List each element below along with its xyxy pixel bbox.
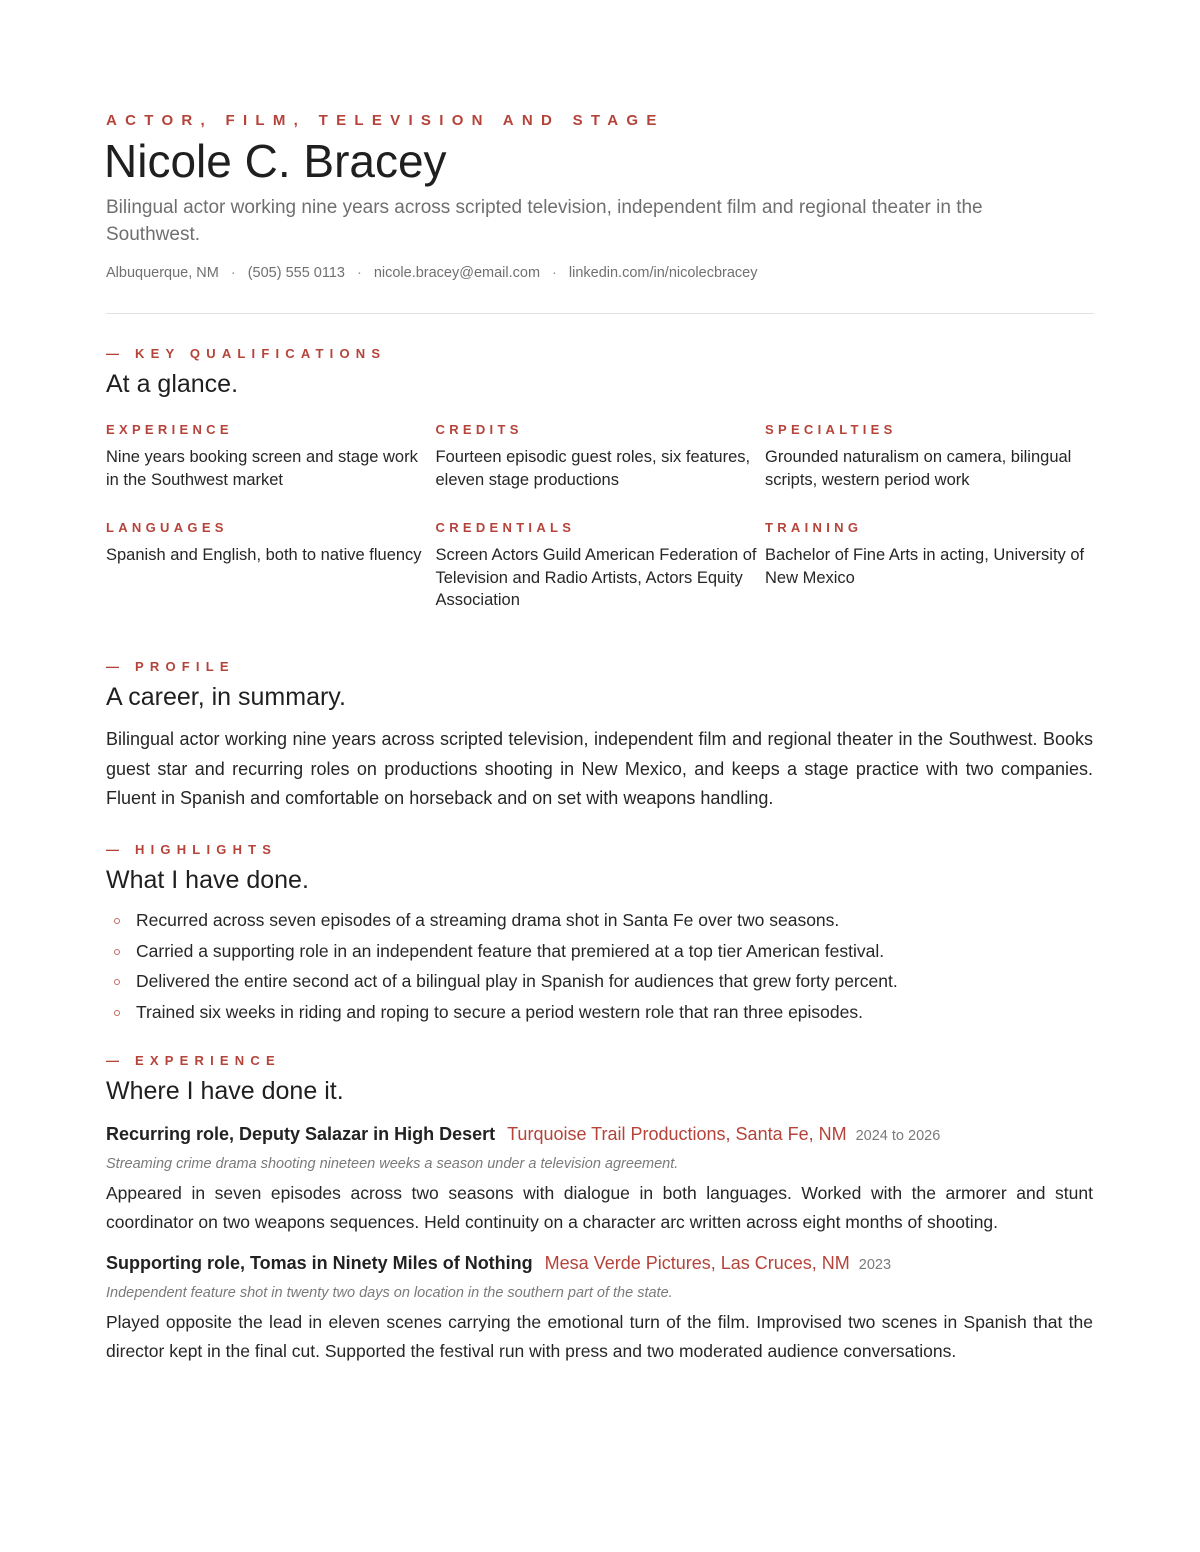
experience-section-title: Where I have done it. bbox=[106, 1077, 344, 1105]
candidate-name: Nicole C. Bracey bbox=[104, 135, 447, 187]
highlights-section-label: — HIGHLIGHTS bbox=[106, 842, 278, 857]
qualification-value: Nine years booking screen and stage work in the Southwest market bbox=[106, 448, 418, 489]
job-dates: 2024 to 2026 bbox=[855, 1128, 941, 1144]
qualification-value: Fourteen episodic guest roles, six features, eleven stage productions bbox=[435, 448, 751, 489]
qualification-value: Spanish and English, both to native fluency bbox=[106, 546, 422, 564]
circle-bullet-icon bbox=[114, 949, 120, 955]
list-item bbox=[106, 936, 898, 967]
contact-email: nicole.bracey@email.com bbox=[373, 265, 541, 281]
highlight-text: Delivered the entire second act of a bilingual play in Spanish for audiences that grew forty percent. bbox=[136, 971, 898, 991]
experience-entry-heading bbox=[106, 1122, 1093, 1148]
list-item bbox=[106, 966, 898, 997]
highlight-text: Carried a supporting role in an independent feature that premiered at a top tier American festival. bbox=[136, 940, 885, 961]
experience-entry-heading bbox=[106, 1251, 1093, 1277]
qualifications-grid bbox=[106, 420, 1096, 616]
contact-location: Albuquerque, NM bbox=[106, 265, 219, 281]
qualification-label: CREDENTIALS bbox=[435, 520, 576, 535]
list-item bbox=[106, 905, 898, 936]
highlights-section-title: What I have done. bbox=[106, 866, 309, 894]
profile-summary: Bilingual actor working nine years across scripted television, independent film and regional theater in the Southwest. Books guest star and recurring roles on productions shooting in New Mexico, and keeps a stage practice with two companies. Fluent in Spanish and comfortable on horseback and on set with weapons handling. bbox=[106, 729, 1093, 809]
header-divider bbox=[106, 313, 1094, 314]
highlight-text: Trained six weeks in riding and roping to secure a period western role that ran three episodes. bbox=[136, 1001, 863, 1022]
contact-separator: · bbox=[230, 265, 236, 281]
job-note: Independent feature shot in twenty two days on location in the southern part of the state. bbox=[106, 1285, 673, 1301]
qualification-label: TRAINING bbox=[765, 520, 863, 535]
job-title: Recurring role, Deputy Salazar in High Desert bbox=[106, 1124, 496, 1144]
qualification-item bbox=[765, 420, 1095, 518]
experience-entry bbox=[106, 1122, 1093, 1236]
qualification-value: Screen Actors Guild American Federation of Television and Radio Artists, Actors Equity Association bbox=[435, 546, 757, 609]
contact-separator: · bbox=[552, 265, 557, 281]
qualifications-section-title: At a glance. bbox=[106, 370, 239, 398]
qualification-value: Grounded naturalism on camera, bilingual scripts, western period work bbox=[765, 448, 1072, 489]
circle-bullet-icon bbox=[114, 918, 120, 924]
job-dates: 2023 bbox=[858, 1257, 892, 1273]
job-description: Appeared in seven episodes across two seasons with dialogue in both languages. Worked with the armorer and stunt coordinator on two weapons sequences. Held continuity on a character arc written across eight months of shooting. bbox=[106, 1183, 1093, 1232]
qualification-label: EXPERIENCE bbox=[106, 422, 233, 437]
header-eyebrow: ACTOR, FILM, TELEVISION AND STAGE bbox=[106, 112, 665, 129]
qualification-item bbox=[436, 420, 766, 518]
qualification-label: CREDITS bbox=[435, 422, 523, 437]
highlight-text: Recurred across seven episodes of a streaming drama shot in Santa Fe over two seasons. bbox=[136, 910, 840, 930]
qualification-item bbox=[765, 518, 1095, 616]
contact-linkedin: linkedin.com/in/nicolecbracey bbox=[568, 265, 758, 281]
job-note: Streaming crime drama shooting nineteen weeks a season under a television agreement. bbox=[106, 1156, 679, 1172]
qualification-item bbox=[106, 420, 436, 518]
qualification-item bbox=[436, 518, 766, 616]
job-title: Supporting role, Tomas in Ninety Miles of Nothing bbox=[106, 1253, 533, 1273]
header-tagline: Bilingual actor working nine years across scripted television, independent film and regional theater in the Southwest. bbox=[106, 197, 983, 245]
highlights-list bbox=[106, 905, 898, 1027]
circle-bullet-icon bbox=[114, 979, 120, 985]
contact-line bbox=[106, 265, 757, 281]
experience-entry bbox=[106, 1251, 1093, 1365]
qualification-label: SPECIALTIES bbox=[765, 422, 897, 437]
profile-section-title: A career, in summary. bbox=[106, 683, 346, 711]
job-organization: Mesa Verde Pictures, Las Cruces, NM bbox=[544, 1253, 850, 1273]
contact-separator: · bbox=[356, 265, 362, 281]
circle-bullet-icon bbox=[114, 1010, 120, 1016]
qualification-item bbox=[106, 518, 436, 616]
qualification-value: Bachelor of Fine Arts in acting, University of New Mexico bbox=[765, 546, 1085, 587]
job-organization: Turquoise Trail Productions, Santa Fe, NM bbox=[507, 1124, 847, 1144]
contact-phone: (505) 555 0113 bbox=[247, 265, 345, 281]
qualifications-section-label: — KEY QUALIFICATIONS bbox=[106, 346, 387, 361]
job-description: Played opposite the lead in eleven scenes carrying the emotional turn of the film. Improvised two scenes in Spanish that the director kept in the final cut. Supported the festival run with press and two moderated audience conversations. bbox=[106, 1312, 1093, 1361]
list-item bbox=[106, 997, 898, 1028]
qualification-label: LANGUAGES bbox=[106, 520, 228, 535]
experience-section-label: — EXPERIENCE bbox=[106, 1053, 281, 1068]
profile-section-label: — PROFILE bbox=[106, 659, 235, 674]
